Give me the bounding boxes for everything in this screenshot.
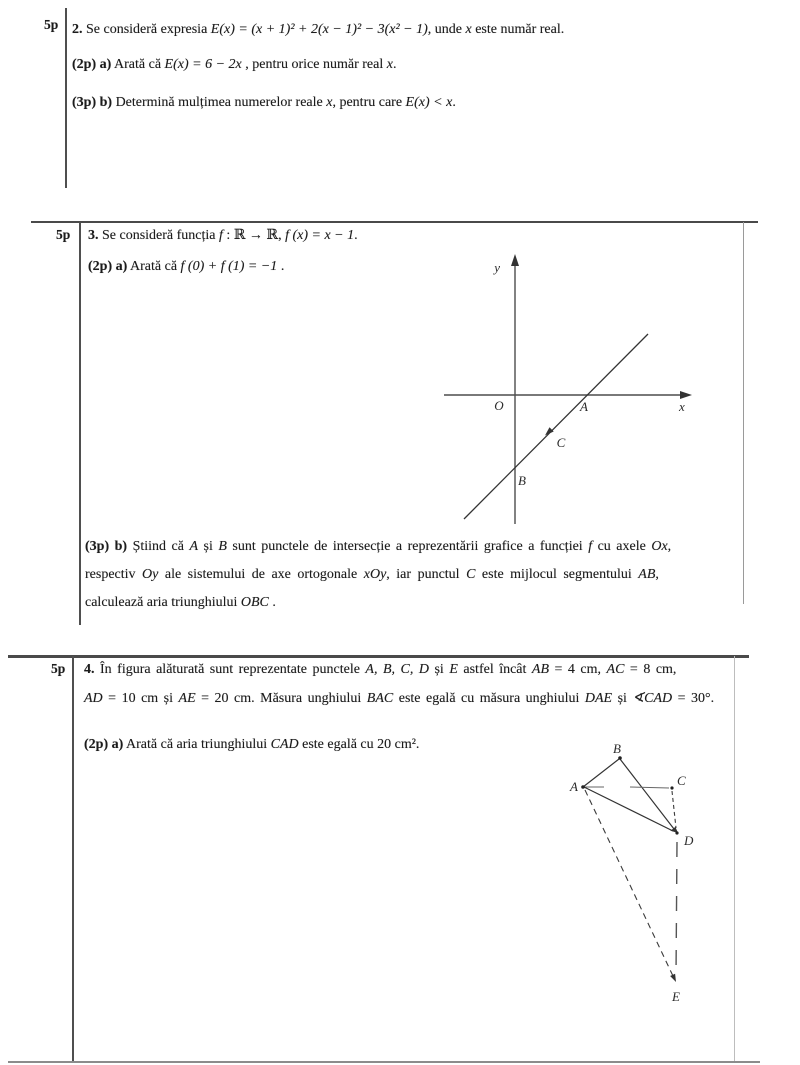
problem-4-part-a: (2p) a) Arată că aria triunghiului CAD este egală cu 20 cm². [84,737,420,752]
problem-3-right-border [743,222,744,604]
point-b-dot [618,756,622,760]
graph-point-b-label: B [518,473,526,488]
problem-3-score-divider [79,222,81,625]
figure-point-a-label: A [570,779,578,794]
problem-4-top-divider [8,655,749,658]
problem-4-score: 5p [51,661,66,676]
graph-line-f [464,334,648,519]
problem-2-part-a: (2p) a) Arată că E(x) = 6 − 2x , pentru orice număr real x. [72,57,397,72]
figure-point-d-label: D [684,833,694,848]
problem-2-statement: 2. Se consideră expresia E(x) = (x + 1)² + 2(x − 1)² − 3(x² − 1), unde x este număr real. [72,22,565,37]
function-graph [425,248,715,533]
problem-4-statement-line2: AD = 10 cm și AE = 20 cm. Măsura unghiului BAC este egală cu măsura unghiului DAE și ∢CAD = 30°. [84,691,715,706]
problem-3-statement: 3. Se consideră funcția f : ℝ → ℝ, f (x) = x − 1. [88,228,358,243]
segment-ae-arrow-icon [670,974,676,982]
problem-2-score-divider [65,8,67,188]
page-bottom-divider [8,1061,760,1063]
geometry-figure [550,738,720,1013]
problem-3-part-a: (2p) a) Arată că f (0) + f (1) = −1 . [88,259,285,274]
problem-3-score: 5p [56,227,71,242]
y-axis-arrow-icon [511,254,519,266]
point-d-dot [675,831,678,834]
problem-4-score-divider [72,656,74,1063]
problem-4-statement-line1: 4. În figura alăturată sunt reprezentate punctele A, B, C, D și E astfel încât AB = 4 cm, AC = 8 cm, [84,662,677,677]
figure-point-e-label: E [672,989,680,1004]
graph-point-a-label: A [580,399,588,414]
segment-de [676,842,677,977]
problem-3-part-b-line1: (3p) b) Știind că A și B sunt punctele de intersecție a reprezentării grafice a funcției f cu axele Ox, [85,539,672,554]
segment-ac-part2 [630,787,669,788]
segment-ae [585,790,673,976]
segment-ad [584,787,673,831]
segment-ab [583,759,619,787]
figure-point-c-label: C [677,773,686,788]
problem-3-top-divider [31,221,758,223]
y-axis-label: y [494,260,500,275]
point-a-dot [581,785,585,789]
x-axis-label: x [679,399,685,414]
problem-3-part-b-line2: respectiv Oy ale sistemului de axe ortogonale xOy, iar punctul C este mijlocul segmentului AB, [85,567,659,582]
point-c-dot [670,786,673,789]
problem-2-part-b: (3p) b) Determină mulțimea numerelor reale x, pentru care E(x) < x. [72,95,456,110]
origin-label: O [494,398,504,413]
problem-4-right-border [734,656,735,1063]
figure-point-b-label: B [613,741,621,756]
segment-cd [672,791,676,828]
problem-3-part-b-line3: calculează aria triunghiului OBC . [85,595,276,610]
graph-line-arrow-icon [545,427,554,435]
graph-point-c-label: C [556,435,566,450]
problem-2-score: 5p [44,17,59,32]
x-axis-arrow-icon [680,391,692,399]
